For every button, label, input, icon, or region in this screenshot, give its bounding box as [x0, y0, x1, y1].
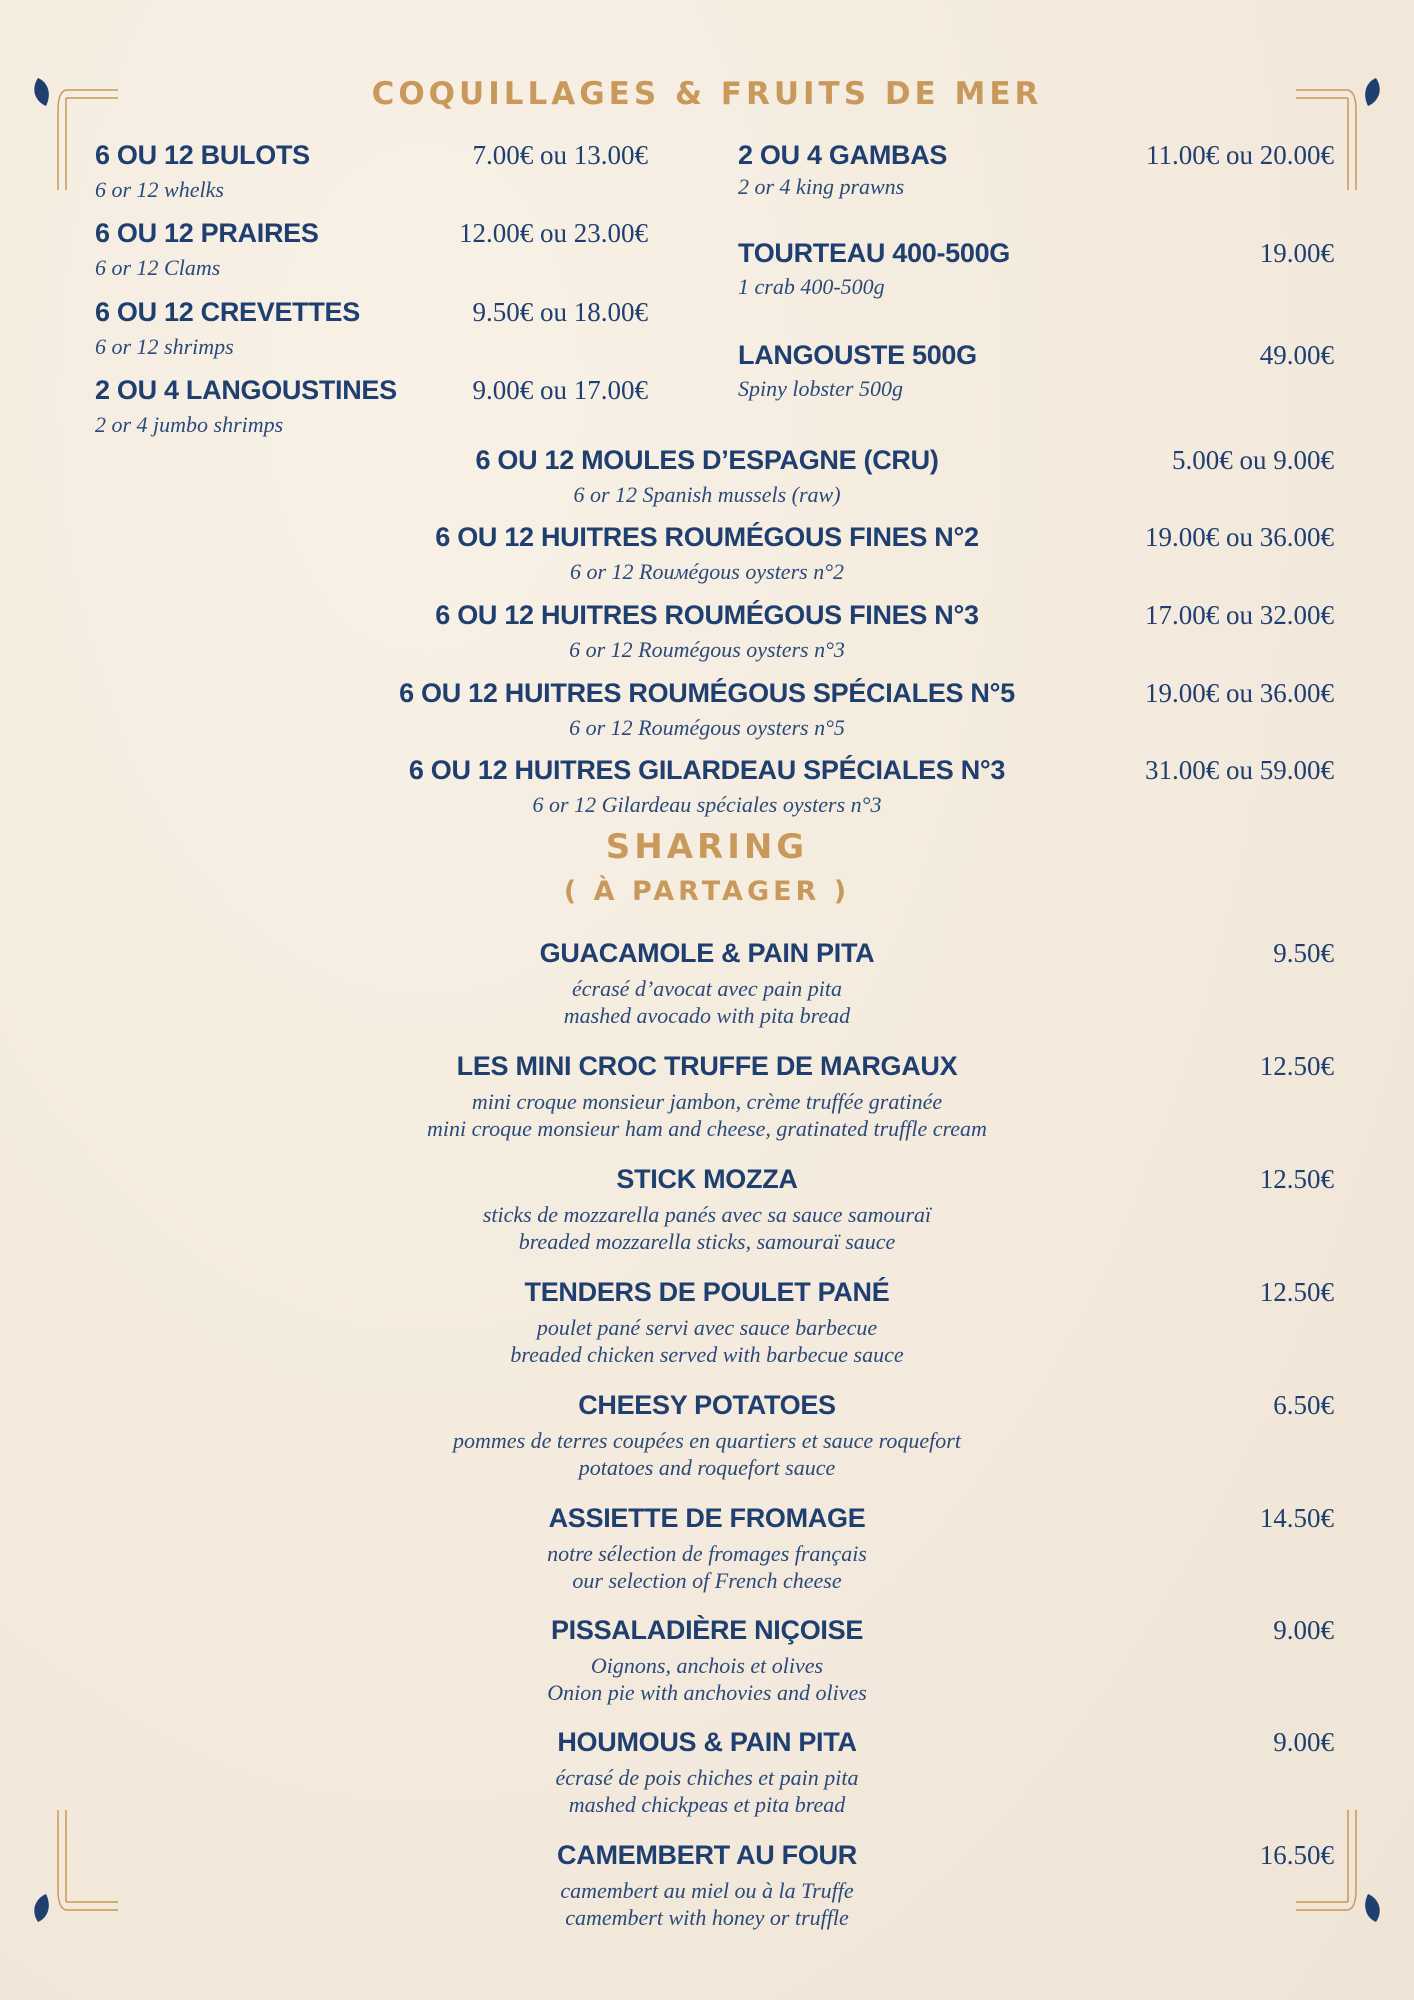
menu-item-description: mini croque monsieur jambon, crème truffée gratinée — [471, 1089, 943, 1114]
menu-item-description: Spiny lobster 500g — [738, 376, 903, 401]
menu-item-name: LANGOUSTE 500G — [738, 340, 977, 370]
menu-item-name: 6 OU 12 HUITRES ROUMÉGOUS SPÉCIALES N°5 — [399, 678, 1015, 708]
menu-item-price: 14.50€ — [1259, 1503, 1334, 1533]
menu-item-name: TENDERS DE POULET PANÉ — [524, 1277, 890, 1307]
menu-item-description-en: breaded mozzarella sticks, samouraï sauce — [518, 1229, 896, 1254]
menu-item-price: 19.00€ ou 36.00€ — [1145, 678, 1334, 708]
menu-item-description: écrasé d’avocat avec pain pita — [571, 976, 842, 1001]
menu-item-price: 7.00€ ou 13.00€ — [472, 140, 648, 170]
corner-ornament-bottom-left — [18, 1810, 138, 1930]
menu-item-description: écrasé de pois chiches et pain pita — [555, 1765, 859, 1790]
menu-item-name: 6 OU 12 HUITRES ROUMÉGOUS FINES N°3 — [435, 600, 979, 630]
menu-item-name: HOUMOUS & PAIN PITA — [557, 1727, 857, 1757]
menu-item-description-en: our selection of French cheese — [572, 1568, 842, 1593]
menu-item-description-en: mashed avocado with pita bread — [563, 1003, 851, 1028]
menu-item-price: 12.50€ — [1259, 1277, 1334, 1307]
menu-item-name: PISSALADIÈRE NIÇOISE — [550, 1615, 864, 1645]
menu-item-name: LES MINI CROC TRUFFE DE MARGAUX — [456, 1051, 958, 1081]
menu-item-name: 6 OU 12 MOULES D’ESPAGNE (CRU) — [475, 445, 939, 475]
menu-item-price: 16.50€ — [1259, 1840, 1334, 1870]
menu-item-price: 6.50€ — [1273, 1390, 1334, 1420]
menu-item-description: 6 or 12 Spanish mussels (raw) — [573, 482, 841, 507]
menu-item-description: 6 or 12 whelks — [95, 177, 224, 202]
menu-item-price: 31.00€ ou 59.00€ — [1145, 755, 1334, 785]
section-title-seafood: COQUILLAGES & FRUITS DE MER — [371, 76, 1043, 112]
menu-item-price: 9.00€ — [1273, 1727, 1334, 1757]
menu-item-description-en: mini croque monsieur ham and cheese, gratinated truffle cream — [427, 1116, 987, 1141]
menu-item-description: 2 or 4 king prawns — [738, 174, 905, 199]
menu-item-name: CAMEMBERT AU FOUR — [557, 1840, 857, 1870]
menu-item-description: notre sélection de fromages français — [547, 1541, 867, 1566]
menu-item-name: 6 OU 12 PRAIRES — [95, 218, 319, 248]
menu-item-description: 1 crab 400-500g — [738, 274, 885, 299]
menu-item-price: 9.00€ — [1273, 1615, 1334, 1645]
menu-item-name: 6 OU 12 BULOTS — [95, 140, 310, 170]
menu-item-description: 6 or 12 shrimps — [95, 334, 234, 359]
menu-item-price: 17.00€ ou 32.00€ — [1145, 600, 1334, 630]
menu-item-price: 19.00€ — [1259, 238, 1334, 268]
menu-item-price: 12.50€ — [1259, 1164, 1334, 1194]
menu-item-description: sticks de mozzarella panés avec sa sauce samouraï — [482, 1202, 932, 1227]
menu-item-name: 6 OU 12 HUITRES GILARDEAU SPÉCIALES N°3 — [408, 755, 1006, 785]
menu-item-description: 6 or 12 Roumégous oysters n°5 — [569, 715, 845, 740]
menu-item-price: 9.00€ ou 17.00€ — [472, 375, 648, 405]
menu-item-price: 9.50€ ou 18.00€ — [472, 297, 648, 327]
menu-item-name: CHEESY POTATOES — [578, 1390, 836, 1420]
menu-item-description: 6 or 12 Rouмégous oysters n°2 — [570, 559, 844, 584]
menu-item-description-en: mashed chickpeas et pita bread — [568, 1792, 846, 1817]
menu-item-description: pommes de terres coupées en quartiers et sauce roquefort — [453, 1428, 961, 1453]
menu-item-name: GUACAMOLE & PAIN PITA — [539, 938, 875, 968]
section-title-sharing: SHARING — [605, 827, 809, 867]
menu-item-description-en: breaded chicken served with barbecue sauce — [510, 1342, 904, 1367]
menu-item-name: ASSIETTE DE FROMAGE — [548, 1503, 866, 1533]
menu-item-price: 9.50€ — [1273, 938, 1334, 968]
menu-item-description: camembert au miel ou à la Truffe — [560, 1878, 854, 1903]
menu-item-price: 12.00€ ou 23.00€ — [459, 218, 648, 248]
section-subtitle-sharing: ( À PARTAGER ) — [563, 876, 851, 907]
menu-item-name: 2 OU 4 LANGOUSTINES — [95, 375, 397, 405]
menu-item-description: poulet pané servi avec sauce barbecue — [536, 1315, 878, 1340]
menu-item-price: 19.00€ ou 36.00€ — [1145, 522, 1334, 552]
menu-item-price: 49.00€ — [1259, 340, 1334, 370]
menu-item-name: STICK MOZZA — [616, 1164, 798, 1194]
menu-item-description: Oignons, anchois et olives — [590, 1653, 824, 1678]
menu-item-description-en: Onion pie with anchovies and olives — [547, 1680, 867, 1705]
menu-item-name: 2 OU 4 GAMBAS — [738, 140, 948, 170]
menu-item-price: 5.00€ ou 9.00€ — [1172, 445, 1334, 475]
menu-item-description-en: camembert with honey or truffle — [565, 1905, 849, 1930]
menu-item-name: TOURTEAU 400-500G — [738, 238, 1010, 268]
menu-item-description: 6 or 12 Clams — [95, 255, 221, 280]
menu-item-description: 2 or 4 jumbo shrimps — [95, 412, 284, 437]
menu-item-price: 12.50€ — [1259, 1051, 1334, 1081]
menu-item-description: 6 or 12 Gilardeau spéciales oysters n°3 — [532, 792, 882, 817]
menu-item-description: 6 or 12 Roumégous oysters n°3 — [569, 637, 845, 662]
menu-item-price: 11.00€ ou 20.00€ — [1146, 140, 1334, 170]
menu-item-name: 6 OU 12 HUITRES ROUMÉGOUS FINES N°2 — [435, 522, 979, 552]
menu-item-name: 6 OU 12 CREVETTES — [95, 297, 360, 327]
menu-item-description-en: potatoes and roquefort sauce — [578, 1455, 836, 1480]
